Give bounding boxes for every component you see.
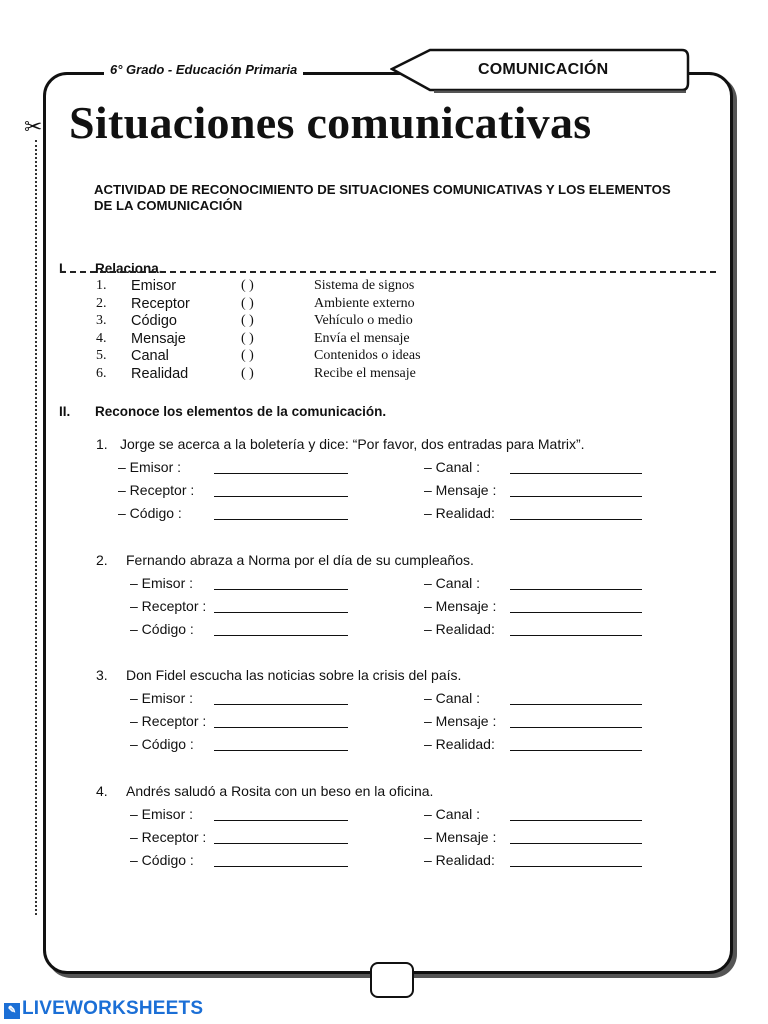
section1-number: I. — [59, 261, 67, 276]
page-title: Situaciones comunicativas — [69, 97, 592, 148]
page-number-box — [370, 962, 414, 998]
field-label: – Receptor : — [130, 598, 207, 614]
answer-fields — [96, 572, 696, 644]
section2-number: II. — [59, 404, 71, 419]
field-label: – Canal : — [424, 575, 481, 591]
field-label: – Emisor : — [130, 575, 194, 591]
answer-line[interactable] — [214, 519, 348, 520]
liveworksheets-icon: ✎ — [4, 1003, 20, 1019]
answer-line[interactable] — [214, 727, 348, 728]
question-number: 4. — [96, 783, 108, 799]
question-text: Jorge se acerca a la boletería y dice: “Por favor, dos entradas para Matrix”. — [120, 436, 585, 452]
row-term: Mensaje — [131, 330, 186, 347]
answer-fields — [96, 687, 696, 759]
field-label: – Realidad: — [424, 736, 495, 752]
answer-line[interactable] — [214, 496, 348, 497]
row-number: 6. — [96, 365, 107, 381]
field-label: – Receptor : — [118, 482, 195, 498]
liveworksheets-logo — [4, 998, 203, 1020]
answer-line[interactable] — [510, 612, 642, 613]
answer-line[interactable] — [510, 635, 642, 636]
answer-blank[interactable]: ( ) — [241, 348, 254, 364]
exercise-item — [96, 436, 696, 528]
question-number: 2. — [96, 552, 108, 568]
row-term: Receptor — [131, 295, 190, 312]
answer-line[interactable] — [214, 704, 348, 705]
answer-line[interactable] — [510, 589, 642, 590]
answer-line[interactable] — [510, 866, 642, 867]
subject-tab — [390, 47, 690, 91]
answer-blank[interactable]: ( ) — [241, 330, 254, 346]
exercise-item — [96, 552, 696, 644]
subject-label: COMUNICACIÓN — [478, 61, 609, 78]
exercise-question — [96, 436, 696, 456]
exercise-question — [96, 667, 696, 687]
field-label: – Mensaje : — [424, 713, 497, 729]
answer-line[interactable] — [214, 866, 348, 867]
field-label: – Mensaje : — [424, 598, 497, 614]
row-term: Emisor — [131, 278, 177, 294]
answer-line[interactable] — [510, 750, 642, 751]
row-definition: Envía el mensaje — [314, 330, 410, 346]
row-number: 3. — [96, 313, 107, 329]
field-label: – Canal : — [424, 690, 481, 706]
activity-subtitle: ACTIVIDAD DE RECONOCIMIENTO DE SITUACIONES COMUNICATIVAS Y LOS ELEMENTOS DE LA COMUNICACIÓN — [94, 182, 671, 213]
field-label: – Código : — [130, 852, 194, 868]
field-label: – Realidad: — [424, 852, 495, 868]
field-label: – Receptor : — [130, 829, 207, 845]
row-term: Código — [131, 313, 177, 330]
answer-line[interactable] — [214, 820, 348, 821]
answer-line[interactable] — [510, 727, 642, 728]
row-term: Canal — [131, 348, 169, 365]
row-definition: Contenidos o ideas — [314, 348, 421, 364]
answer-line[interactable] — [510, 820, 642, 821]
answer-line[interactable] — [510, 473, 642, 474]
row-number: 4. — [96, 330, 107, 346]
field-label: – Canal : — [424, 806, 481, 822]
cut-line — [35, 140, 37, 915]
row-definition: Ambiente externo — [314, 295, 415, 311]
answer-line[interactable] — [510, 704, 642, 705]
question-text: Fernando abraza a Norma por el día de su cumpleaños. — [126, 552, 474, 568]
answer-line[interactable] — [214, 612, 348, 613]
field-label: – Mensaje : — [424, 829, 497, 845]
question-text: Don Fidel escucha las noticias sobre la crisis del país. — [126, 667, 462, 683]
answer-blank[interactable]: ( ) — [241, 278, 254, 293]
field-label: – Código : — [118, 505, 182, 521]
field-label: – Código : — [130, 736, 194, 752]
answer-line[interactable] — [510, 843, 642, 844]
field-label: – Receptor : — [130, 713, 207, 729]
question-text: Andrés saludó a Rosita con un beso en la oficina. — [126, 783, 434, 799]
field-label: – Emisor : — [118, 459, 182, 475]
exercise-item — [96, 667, 696, 759]
answer-blank[interactable]: ( ) — [241, 313, 254, 329]
question-number: 3. — [96, 667, 108, 683]
section2-heading: Reconoce los elementos de la comunicación. — [95, 404, 387, 419]
exercise-item — [96, 783, 696, 875]
answer-line[interactable] — [214, 843, 348, 844]
answer-fields — [96, 456, 696, 528]
row-definition: Sistema de signos — [314, 278, 415, 293]
answer-line[interactable] — [214, 635, 348, 636]
row-number: 1. — [96, 278, 107, 293]
row-definition: Vehículo o medio — [314, 313, 413, 329]
field-label: – Realidad: — [424, 621, 495, 637]
answer-blank[interactable]: ( ) — [241, 295, 254, 311]
section1-heading: Relaciona. — [95, 261, 163, 276]
answer-line[interactable] — [214, 473, 348, 474]
row-number: 5. — [96, 348, 107, 364]
row-definition: Recibe el mensaje — [314, 365, 416, 381]
logo-text: LIVEWORKSHEETS — [22, 998, 204, 1019]
field-label: – Canal : — [424, 459, 481, 475]
exercise-question — [96, 552, 696, 572]
field-label: – Emisor : — [130, 690, 194, 706]
answer-line[interactable] — [214, 750, 348, 751]
scissors-icon: ✂ — [24, 114, 43, 139]
field-label: – Mensaje : — [424, 482, 497, 498]
dashed-divider — [60, 271, 716, 273]
question-number: 1. — [96, 436, 108, 452]
answer-line[interactable] — [510, 519, 642, 520]
exercise-question — [96, 783, 696, 803]
answer-blank[interactable]: ( ) — [241, 365, 254, 381]
field-label: – Emisor : — [130, 806, 194, 822]
answer-line[interactable] — [510, 496, 642, 497]
answer-fields — [96, 803, 696, 875]
field-label: – Realidad: — [424, 505, 495, 521]
row-number: 2. — [96, 295, 107, 311]
grade-label: 6° Grado - Educación Primaria — [104, 62, 303, 77]
row-term: Realidad — [131, 365, 189, 382]
field-label: – Código : — [130, 621, 194, 637]
answer-line[interactable] — [214, 589, 348, 590]
